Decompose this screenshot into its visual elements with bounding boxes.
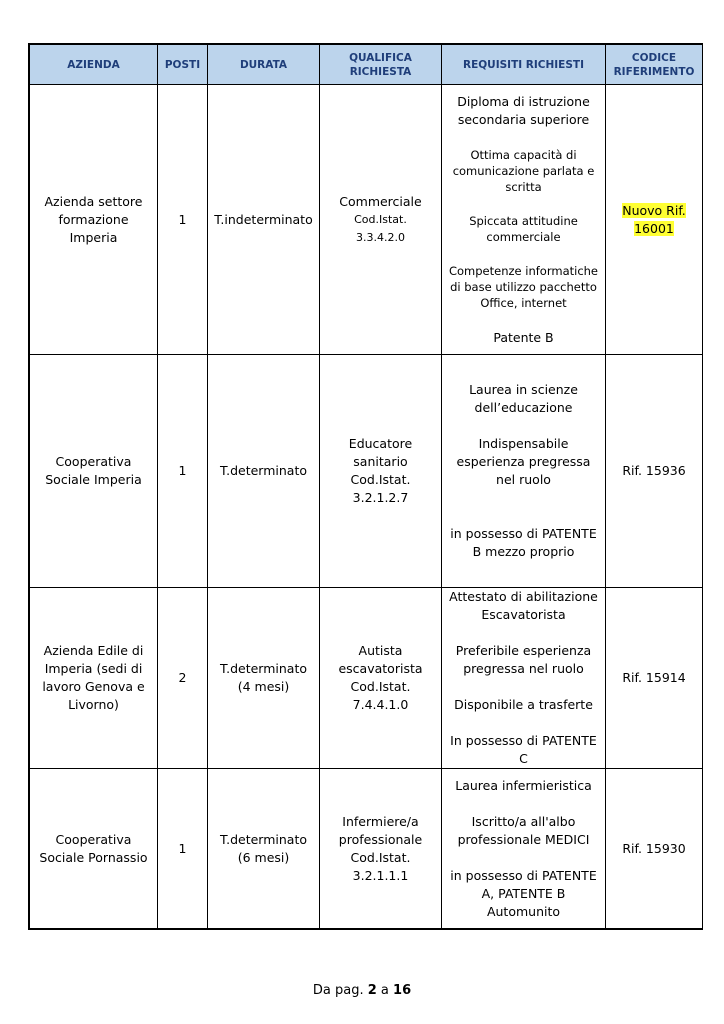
cell-azienda: Cooperativa Sociale Pornassio (30, 769, 158, 929)
cell-riferimento: Rif. 15930 (606, 769, 703, 929)
page-footer (0, 983, 724, 998)
cell-durata: T.determinato (4 mesi) (208, 588, 320, 769)
footer-total-pages: 16 (393, 983, 412, 998)
cell-requisiti: Laurea in scienze dell’educazione Indispensabile esperienza pregressa nel ruolo in possesso di PATENTE B mezzo proprio (442, 355, 606, 588)
cell-azienda: Cooperativa Sociale Imperia (30, 355, 158, 588)
footer-separator: a (380, 983, 389, 998)
cell-azienda: Azienda settore formazione Imperia (30, 85, 158, 355)
cell-qualifica: Educatore sanitario Cod.Istat. 3.2.1.2.7 (320, 355, 442, 588)
cell-posti: 1 (158, 85, 208, 355)
header-codice: CODICE RIFERIMENTO (606, 45, 703, 85)
job-offers-table (29, 44, 703, 929)
cell-requisiti: Laurea infermieristica Iscritto/a all'albo professionale MEDICI in possesso di PATENTE A, PATENTE B Automunito (442, 769, 606, 929)
cell-posti: 1 (158, 769, 208, 929)
cell-posti: 2 (158, 588, 208, 769)
cell-riferimento (606, 85, 703, 355)
cell-qualifica: Infermiere/a professionale Cod.Istat. 3.2.1.1.1 (320, 769, 442, 929)
cell-azienda: Azienda Edile di Imperia (sedi di lavoro Genova e Livorno) (30, 588, 158, 769)
header-azienda: AZIENDA (30, 45, 158, 85)
cell-riferimento: Rif. 15936 (606, 355, 703, 588)
job-offers-table-wrapper (28, 43, 703, 930)
cell-posti: 1 (158, 355, 208, 588)
footer-current-page: 2 (367, 983, 377, 998)
table-header-row (30, 45, 703, 85)
cell-durata: T.determinato (6 mesi) (208, 769, 320, 929)
cell-qualifica: Commerciale Cod.Istat. 3.3.4.2.0 (320, 85, 442, 355)
cell-riferimento: Rif. 15914 (606, 588, 703, 769)
cell-requisiti: Attestato di abilitazione Escavatorista Preferibile esperienza pregressa nel ruolo Disponibile a trasferte In possesso di PATENTE C (442, 588, 606, 769)
table-row (30, 588, 703, 769)
cell-requisiti: Diploma di istruzione secondaria superiore Ottima capacità di comunicazione parlata e scritta Spiccata attitudine commerciale Competenze informatiche di base utilizzo pacchetto Office, internet Patente B (442, 85, 606, 355)
cell-durata: T.indeterminato (208, 85, 320, 355)
header-qualifica: QUALIFICA RICHIESTA (320, 45, 442, 85)
table-row (30, 769, 703, 929)
footer-prefix: Da pag. (312, 983, 364, 998)
riferimento-highlight: Nuovo Rif. 16001 (622, 202, 686, 236)
header-requisiti: REQUISITI RICHIESTI (442, 45, 606, 85)
table-row (30, 355, 703, 588)
cell-durata: T.determinato (208, 355, 320, 588)
header-posti: POSTI (158, 45, 208, 85)
header-durata: DURATA (208, 45, 320, 85)
table-row (30, 85, 703, 355)
cell-qualifica: Autista escavatorista Cod.Istat. 7.4.4.1.0 (320, 588, 442, 769)
